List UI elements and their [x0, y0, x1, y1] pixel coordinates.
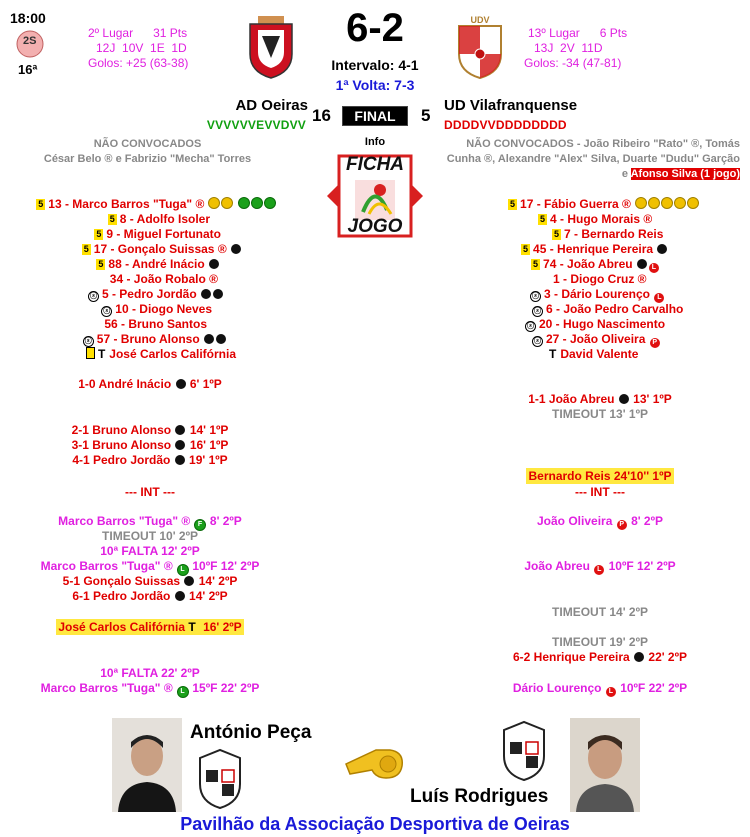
starter-five-badge: 5 — [533, 259, 539, 269]
away-event-foul — [490, 514, 710, 530]
starter-five-badge: 5 — [523, 244, 529, 254]
away-fouls: 5 — [421, 106, 431, 125]
player-name: 45 - Henrique Pereira — [533, 242, 654, 256]
player-name: 57 - Bruno Alonso — [96, 332, 200, 346]
away-player-row[interactable] — [525, 317, 665, 332]
event-time: 16' 1ºP — [189, 438, 229, 452]
referee2-association-crest — [500, 720, 548, 782]
home-event-goal — [40, 453, 260, 468]
away-event-foul — [480, 681, 720, 697]
home-form — [186, 118, 306, 132]
foul-red-icon: L — [649, 263, 659, 273]
event-text: Dário Lourenço — [512, 681, 602, 695]
home-player-row[interactable] — [101, 302, 212, 317]
home-form-text: VVVVVVEVVDVV — [206, 118, 306, 132]
event-time: 10ºF 22' 2ºP — [620, 681, 688, 695]
info-label[interactable]: Info — [364, 136, 386, 148]
foul-green-icon: L — [177, 564, 189, 576]
away-event-goal — [490, 650, 710, 665]
venue-name[interactable]: Pavilhão da Associação Desportiva de Oeiras — [180, 814, 570, 834]
substitute-icon: ⓢ — [84, 338, 92, 345]
coach-icon: T — [97, 347, 106, 361]
goal-ball-icon — [635, 197, 647, 209]
foul-green-icon — [238, 197, 250, 209]
away-player-row[interactable] — [521, 242, 668, 257]
event-time: 6' 1ºP — [189, 377, 222, 391]
player-name: 17 - Gonçalo Suissas ® — [93, 242, 227, 256]
player-name: 88 - André Inácio — [108, 257, 205, 271]
event-text: 5-1 Gonçalo Suissas — [62, 574, 181, 588]
event-time: 10ºF 12' 2ºP — [608, 559, 676, 573]
score: 6-2 — [346, 6, 404, 50]
coach-name: José Carlos Califórnia — [109, 347, 236, 361]
event-time: 14' 2ºP — [189, 589, 228, 603]
away-not-called — [440, 137, 740, 182]
ficha-line2: JOGO — [347, 216, 403, 237]
substitute-icon: ⓢ — [532, 293, 539, 300]
event-text: Marco Barros "Tuga" ® — [58, 514, 191, 528]
home-not-called-list: César Belo ® e Fabrizio "Mecha" Torres — [43, 153, 252, 165]
away-int-label: --- INT --- — [575, 485, 625, 499]
goal-icon — [175, 455, 185, 465]
whistle-icon — [342, 742, 408, 782]
away-not-called-title: NÃO CONVOCADOS — [466, 138, 574, 150]
away-form — [444, 118, 567, 132]
starter-five-badge: 5 — [109, 214, 115, 224]
away-form-text: DDDDVVDDDDDDDD — [444, 118, 567, 132]
round-logo — [16, 30, 44, 58]
event-text: Marco Barros "Tuga" ® — [40, 559, 173, 573]
player-name: 34 - João Robalo ® — [109, 272, 218, 286]
away-player-row[interactable] — [508, 197, 699, 212]
home-event-timeout: TIMEOUT 10' 2ºP — [102, 529, 198, 543]
round-logo-text: 2S — [23, 35, 37, 47]
starter-five-badge: 5 — [83, 244, 89, 254]
away-suspended-player[interactable]: Afonso Silva (1 jogo) — [630, 168, 740, 180]
away-player-row[interactable] — [552, 227, 663, 242]
foul-green-icon — [264, 197, 276, 209]
starter-five-badge: 5 — [540, 214, 546, 224]
home-crest[interactable] — [246, 14, 296, 80]
player-name: 20 - Hugo Nascimento — [539, 317, 666, 331]
round-number: 16ª — [18, 62, 38, 77]
substitute-icon: ⓢ — [534, 338, 541, 345]
goal-icon — [209, 259, 219, 269]
away-event-highlight — [490, 469, 710, 484]
event-text: José Carlos Califórnia — [58, 620, 186, 634]
home-event-goal — [40, 589, 260, 604]
player-name: 56 - Bruno Santos — [104, 317, 207, 331]
substitute-icon: ⓢ — [527, 323, 534, 330]
home-player-row[interactable] — [94, 227, 221, 242]
home-player-row[interactable] — [110, 272, 218, 287]
goal-icon — [637, 259, 647, 269]
home-fouls: 16 — [312, 106, 331, 125]
match-status-badge: FINAL — [342, 106, 408, 126]
player-name: 10 - Diogo Neves — [115, 302, 212, 316]
away-player-row[interactable] — [553, 272, 647, 287]
foul-red-icon: P — [650, 338, 660, 348]
foul-green-icon: F — [194, 519, 206, 531]
kickoff-time: 18:00 — [10, 10, 46, 26]
starter-five-badge: 5 — [554, 229, 560, 239]
goal-icon — [204, 334, 214, 344]
away-team-name[interactable]: UD Vilafranquense — [444, 97, 578, 114]
away-event-foul — [490, 559, 710, 575]
coach-icon: T — [188, 620, 196, 634]
player-name: 4 - Hugo Morais ® — [550, 212, 653, 226]
home-event-foul — [20, 681, 280, 698]
event-text: 2-1 Bruno Alonso — [71, 423, 172, 437]
goal-icon — [634, 652, 644, 662]
home-player-row[interactable] — [104, 317, 207, 332]
goal-icon — [175, 440, 185, 450]
halftime-score: Intervalo: 4-1 — [331, 57, 419, 73]
player-name: 9 - Miguel Fortunato — [106, 227, 221, 241]
goal-ball-icon — [648, 197, 660, 209]
goal-ball-icon — [208, 197, 220, 209]
referee1-association-crest — [196, 748, 244, 810]
home-event-goal — [40, 574, 260, 589]
goal-ball-icon — [221, 197, 233, 209]
home-event-coach-card — [30, 620, 270, 635]
away-player-row[interactable] — [531, 257, 660, 273]
away-coach-row[interactable] — [549, 347, 638, 362]
event-text: 1-0 André Inácio — [78, 377, 172, 391]
away-goals: Golos: -34 (47-81) — [524, 56, 622, 70]
event-time: 14' 1ºP — [189, 423, 229, 437]
away-event-goal — [490, 392, 710, 407]
goal-icon — [213, 289, 223, 299]
goal-icon — [216, 334, 226, 344]
home-event-goal — [40, 423, 260, 438]
goal-ball-icon — [687, 197, 699, 209]
event-time: 22' 2ºP — [648, 650, 687, 664]
referee1-photo[interactable] — [112, 718, 182, 812]
event-text: Bernardo Reis 24'10'' 1ºP — [528, 469, 672, 483]
away-standing: 13º Lugar 6 Pts — [528, 26, 628, 40]
starter-five-badge: 5 — [98, 259, 104, 269]
home-coach-row[interactable] — [86, 347, 236, 362]
foul-red-icon: L — [594, 565, 604, 575]
goal-icon — [619, 394, 629, 404]
ficha-jogo-logo[interactable] — [325, 152, 425, 240]
yellow-card-icon — [86, 347, 95, 359]
event-time: 19' 1ºP — [189, 453, 228, 467]
starter-five-badge: 5 — [96, 229, 102, 239]
goal-icon — [184, 576, 194, 586]
home-not-called-title: NÃO CONVOCADOS — [93, 138, 202, 150]
away-record: 13J 2V 11D — [534, 41, 603, 55]
home-record: 12J 10V 1E 1D — [96, 41, 187, 55]
player-name: 27 - João Oliveira — [546, 332, 646, 346]
player-name: 6 - João Pedro Carvalho — [546, 302, 684, 316]
event-time: 8' 2ºP — [631, 514, 663, 528]
player-name: 1 - Diogo Cruz ® — [553, 272, 647, 286]
event-time: 8' 2ºP — [209, 514, 242, 528]
home-standing: 2º Lugar 31 Pts — [88, 26, 188, 40]
away-player-row[interactable] — [538, 212, 652, 227]
starter-five-badge: 5 — [38, 199, 44, 209]
event-time: 16' 2ºP — [203, 620, 242, 634]
home-not-called — [10, 137, 285, 167]
home-event-tenth-foul: 10ª FALTA 12' 2ºP — [100, 544, 200, 558]
player-name: 3 - Dário Lourenço — [544, 287, 651, 301]
event-time: 10ºF 12' 2ºP — [192, 559, 260, 573]
event-time: 15ºF 22' 2ºP — [192, 681, 260, 695]
goal-ball-icon — [661, 197, 673, 209]
away-crest-text: UDV — [470, 15, 490, 25]
event-text: 6-2 Henrique Pereira — [512, 650, 630, 664]
home-int-label: --- INT --- — [125, 485, 175, 499]
away-event-timeout: TIMEOUT 14' 2ºP — [552, 605, 648, 619]
player-name: 7 - Bernardo Reis — [564, 227, 664, 241]
foul-red-icon: P — [617, 520, 627, 530]
event-text: 4-1 Pedro Jordão — [72, 453, 171, 467]
referee1-name: António Peça — [190, 722, 312, 743]
goal-icon — [231, 244, 241, 254]
away-player-row[interactable] — [532, 302, 683, 317]
player-name: 74 - João Abreu — [543, 257, 633, 271]
away-player-row[interactable] — [530, 287, 665, 303]
player-name: 5 - Pedro Jordão — [101, 287, 197, 301]
home-goals: Golos: +25 (63-38) — [88, 56, 189, 70]
goal-icon — [175, 425, 185, 435]
goal-icon — [657, 244, 667, 254]
event-text: João Abreu — [524, 559, 590, 573]
away-crest[interactable] — [455, 14, 505, 80]
coach-icon: T — [549, 347, 557, 361]
foul-red-icon: L — [654, 293, 664, 303]
referee2-name: Luís Rodrigues — [410, 786, 549, 807]
player-name: 13 - Marco Barros "Tuga" ® — [48, 197, 205, 211]
substitute-icon: ⓢ — [103, 308, 111, 315]
home-player-row[interactable] — [88, 287, 224, 302]
away-player-row[interactable] — [532, 332, 661, 348]
home-player-row[interactable] — [36, 197, 276, 212]
player-name: 17 - Fábio Guerra ® — [520, 197, 631, 211]
away-not-called-list: - João Ribeiro "Rato" ®, Tomás Cunha ®, Alexandre "Alex" Silva, Duarte "Dudu" Garção e — [446, 138, 740, 180]
home-player-row[interactable] — [82, 242, 242, 257]
coach-name: David Valente — [560, 347, 639, 361]
home-standing-box — [88, 26, 238, 71]
home-event-goal — [40, 438, 260, 453]
referee2-photo[interactable] — [570, 718, 640, 812]
home-player-row[interactable] — [108, 212, 210, 227]
foul-green-icon — [251, 197, 263, 209]
goal-ball-icon — [674, 197, 686, 209]
foul-red-icon: L — [606, 687, 616, 697]
event-text: João Oliveira — [537, 514, 613, 528]
player-name: 8 - Adolfo Isoler — [119, 212, 210, 226]
home-team-name[interactable]: AD Oeiras — [235, 97, 308, 114]
away-event-timeout: TIMEOUT 19' 2ºP — [552, 635, 648, 649]
event-time: 13' 1ºP — [633, 392, 672, 406]
first-leg-score: 1ª Volta: 7-3 — [335, 77, 415, 93]
goal-icon — [175, 591, 185, 601]
foul-green-icon: L — [177, 686, 189, 698]
ficha-line1: FICHA — [345, 154, 405, 175]
away-standing-box — [520, 26, 680, 71]
home-event-goal — [40, 377, 260, 392]
away-event-timeout: TIMEOUT 13' 1ºP — [552, 407, 648, 421]
goal-icon — [201, 289, 211, 299]
event-text: 3-1 Bruno Alonso — [71, 438, 172, 452]
event-text: Marco Barros "Tuga" ® — [40, 681, 173, 695]
starter-five-badge: 5 — [510, 199, 516, 209]
goal-icon — [176, 379, 186, 389]
event-text: 6-1 Pedro Jordão — [72, 589, 171, 603]
home-player-row[interactable] — [83, 332, 227, 347]
substitute-icon: ⓢ — [89, 293, 97, 300]
substitute-icon: ⓢ — [534, 308, 541, 315]
home-player-row[interactable] — [96, 257, 220, 272]
event-text: 1-1 João Abreu — [528, 392, 615, 406]
event-time: 14' 2ºP — [198, 574, 238, 588]
home-event-tenth-foul: 10ª FALTA 22' 2ºP — [100, 666, 200, 680]
